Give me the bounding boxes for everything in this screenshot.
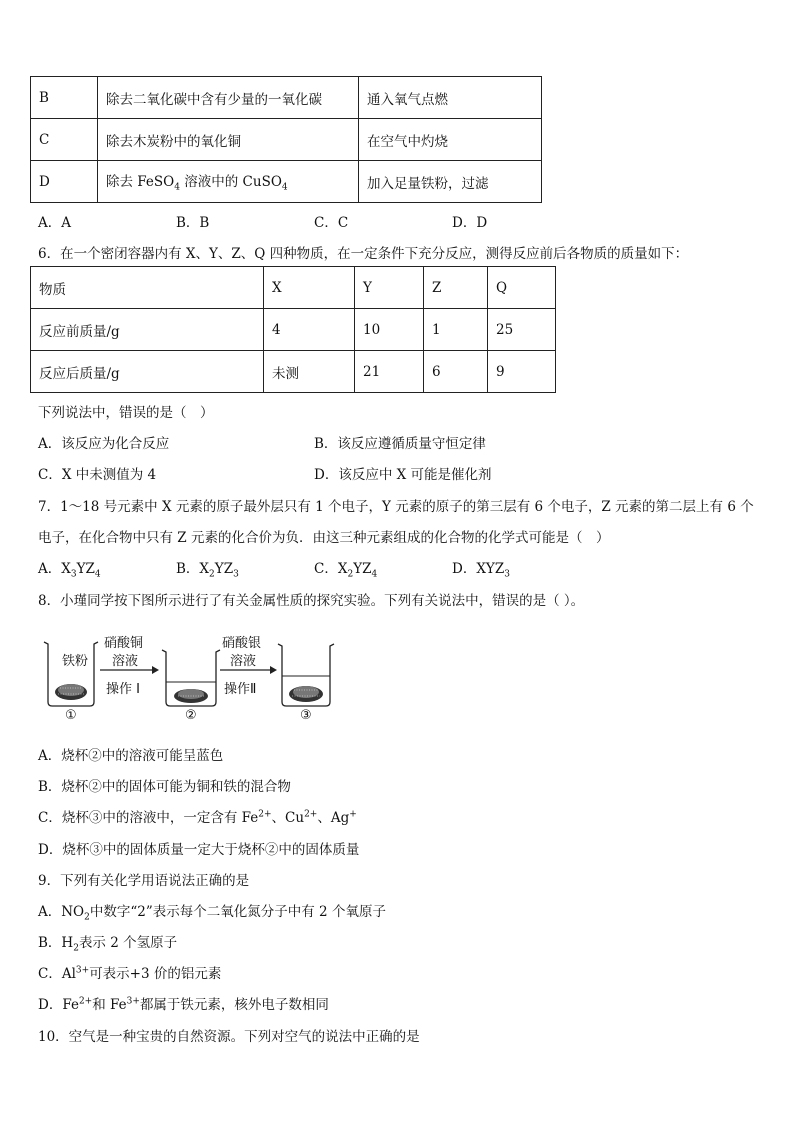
option-d: D．烧杯③中的固体质量一定大于烧杯②中的固体质量 <box>38 842 360 858</box>
table-header: X <box>264 267 355 309</box>
table-cell: 未测 <box>264 351 355 393</box>
table-cell: 除去木炭粉中的氧化铜 <box>98 119 359 161</box>
option-d: D．该反应中 X 可能是催化剂 <box>314 467 492 483</box>
option-d: D．$Fe^{2+}$和 $Fe^{3+}$都属于铁元素，核外电子数相同 <box>38 996 329 1013</box>
option-a: A．该反应为化合反应 <box>38 436 170 452</box>
options-table <box>30 76 542 203</box>
beaker-2 <box>162 650 220 706</box>
table-cell: 加入足量铁粉，过滤 <box>359 161 542 203</box>
arrow-2-operation: 操作Ⅱ <box>224 682 257 697</box>
arrow-2-reagent-2: 溶液 <box>230 654 257 669</box>
table-row <box>31 351 556 393</box>
table-cell: B <box>31 77 98 119</box>
question-8-stem: 8．小瑾同学按下图所示进行了有关金属性质的探究实验。下列有关说法中，错误的是（ ）。 <box>38 593 585 609</box>
option-a: A．$NO_2$中数字“2”表示每个二氧化氮分子中有 2 个氧原子 <box>38 904 386 923</box>
table-row <box>31 77 542 119</box>
beaker-1-label: 铁粉 <box>62 654 89 669</box>
table-header: Y <box>355 267 424 309</box>
option-b: B．B <box>176 215 210 231</box>
beaker-3-number: ③ <box>300 708 312 723</box>
question-6-stem: 6．在一个密闭容器内有 X、Y、Z、Q 四种物质，在一定条件下充分反应，测得反应前后各物质的质量如下： <box>38 246 689 262</box>
table-cell: 通入氧气点燃 <box>359 77 542 119</box>
table-cell: 25 <box>488 309 556 351</box>
table-row <box>31 267 556 309</box>
option-b: B．$X_2YZ_3$ <box>176 561 239 580</box>
beaker-2-number: ② <box>185 708 197 723</box>
table-row <box>31 119 542 161</box>
arrow-1-reagent-2: 溶液 <box>112 654 139 669</box>
option-d: D．D <box>452 215 488 231</box>
table-header: Z <box>424 267 488 309</box>
option-c: C．C <box>314 215 349 231</box>
table-cell: 21 <box>355 351 424 393</box>
option-c: C．烧杯③中的溶液中，一定含有 $Fe^{2+}$、$Cu^{2+}$、Ag+ <box>38 809 357 826</box>
option-a: A．A <box>38 215 71 231</box>
question-6-ask: 下列说法中，错误的是（ ） <box>38 405 214 421</box>
beaker-3 <box>278 644 334 706</box>
table-cell: 除去二氧化碳中含有少量的一氧化碳 <box>98 77 359 119</box>
table-cell: 在空气中灼烧 <box>359 119 542 161</box>
arrow-1-operation: 操作 I <box>106 682 140 697</box>
table-row <box>31 309 556 351</box>
mass-table <box>30 266 556 393</box>
table-cell: 反应前质量/g <box>31 309 264 351</box>
table-header: Q <box>488 267 556 309</box>
arrow-1-reagent: 硝酸铜 <box>104 636 144 651</box>
table-row <box>31 161 542 203</box>
option-b: B．$H_2$表示 2 个氢原子 <box>38 935 178 954</box>
table-cell: 9 <box>488 351 556 393</box>
question-10-stem: 10．空气是一种宝贵的自然资源。下列对空气的说法中正确的是 <box>38 1029 420 1045</box>
option-b: B．该反应遵循质量守恒定律 <box>314 436 486 452</box>
question-7-stem-line2: 电子，在化合物中只有 Z 元素的化合价为负．由这三种元素组成的化合物的化学式可能是（ ） <box>38 530 610 546</box>
table-cell: 除去 FeSO$_4$ 溶液中的 CuSO$_4$ <box>98 161 359 203</box>
arrow-2-reagent: 硝酸银 <box>222 636 262 651</box>
option-a: A．烧杯②中的溶液可能呈蓝色 <box>38 748 224 764</box>
option-d: D．$XYZ_3$ <box>452 561 510 580</box>
option-a: A．$X_3YZ_4$ <box>38 561 101 580</box>
table-header: 物质 <box>31 267 264 309</box>
table-cell: D <box>31 161 98 203</box>
option-c: C．X 中未测值为 4 <box>38 467 157 483</box>
table-cell: C <box>31 119 98 161</box>
question-9-stem: 9．下列有关化学用语说法正确的是 <box>38 873 250 889</box>
table-cell: 1 <box>424 309 488 351</box>
table-cell: 反应后质量/g <box>31 351 264 393</box>
experiment-figure <box>38 630 348 726</box>
table-cell: 10 <box>355 309 424 351</box>
table-cell: 4 <box>264 309 355 351</box>
table-cell: 6 <box>424 351 488 393</box>
option-b: B．烧杯②中的固体可能为铜和铁的混合物 <box>38 779 291 795</box>
option-c: C．$Al^{3+}$可表示+3 价的铝元素 <box>38 965 222 982</box>
beaker-1-number: ① <box>65 708 77 723</box>
option-c: C．$X_2YZ_4$ <box>314 561 378 580</box>
question-7-stem-line1: 7．1～18 号元素中 X 元素的原子最外层只有 1 个电子，Y 元素的原子的第三层有 6 个电子，Z 元素的第二层上有 6 个 <box>38 499 754 515</box>
